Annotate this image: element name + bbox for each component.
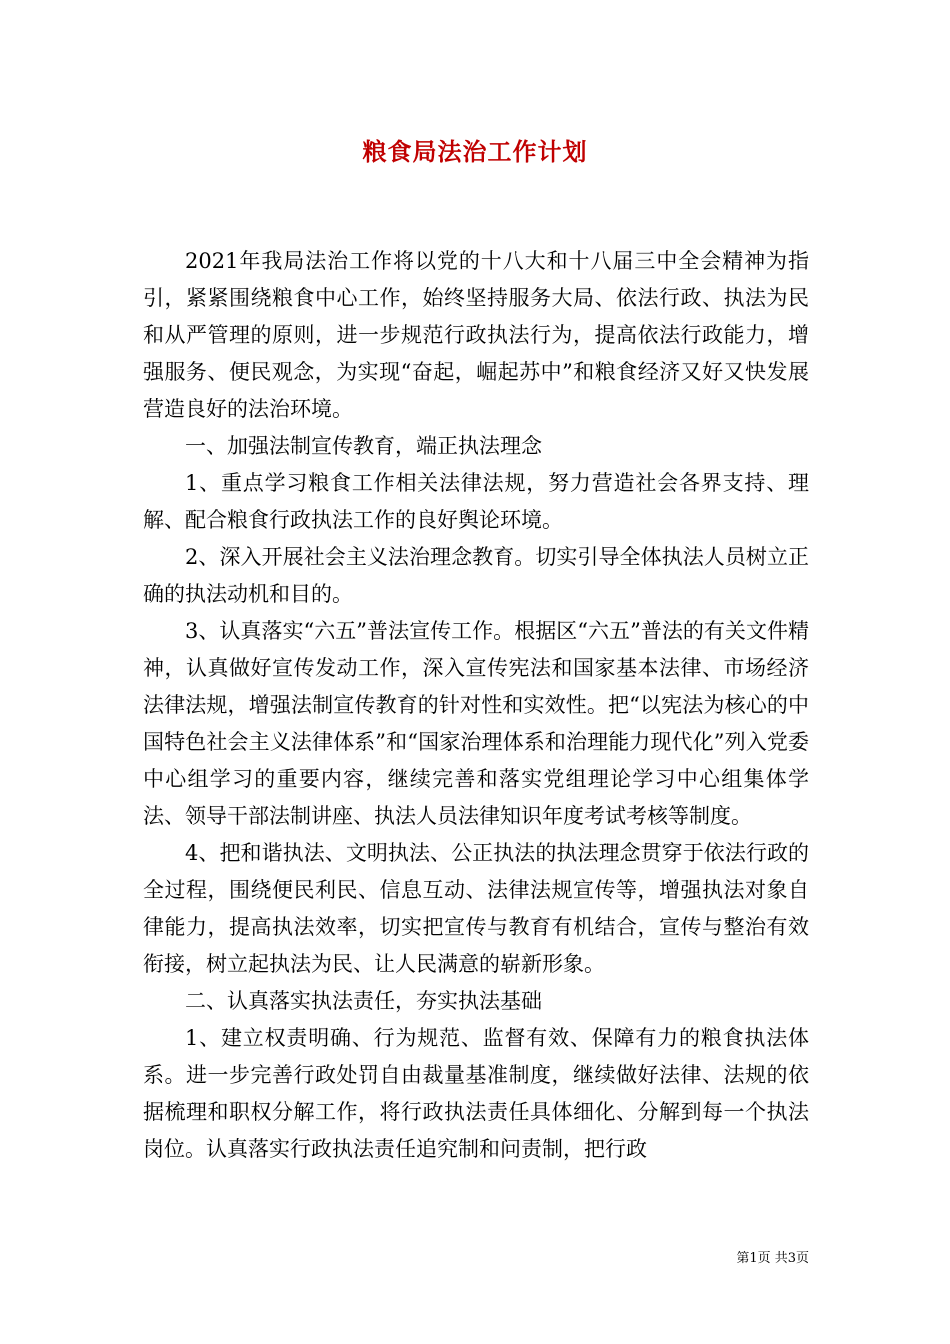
paragraph-1-4: 4、把和谐执法、文明执法、公正执法的执法理念贯穿于依法行政的全过程，围绕便民利民、信息互动、法律法规宣传等，增强执法对象自律能力，提高执法效率，切实把宣传与教育有机结合，宣传与整治有效衔接，树立起执法为民、让人民满意的崭新形象。 [143,841,809,976]
paragraph-intro: 2021年我局法治工作将以党的十八大和十八届三中全会精神为指引，紧紧围绕粮食中心工作，始终坚持服务大局、依法行政、执法为民和从严管理的原则，进一步规范行政执法行为，提高依法行政能力，增强服务、便民观念，为实现“奋起，崛起苏中”和粮食经济又好又快发展营造良好的法治环境。 [143,249,809,421]
paragraph-2-1: 1、建立权责明确、行为规范、监督有效、保障有力的粮食执法体系。进一步完善行政处罚自由裁量基准制度，继续做好法律、法规的依据梳理和职权分解工作，将行政执法责任具体细化、分解到每一个执法岗位。认真落实行政执法责任追究制和问责制，把行政 [143,1026,809,1161]
paragraph-1-3: 3、认真落实“六五”普法宣传工作。根据区“六五”普法的有关文件精神，认真做好宣传发动工作，深入宣传宪法和国家基本法律、市场经济法律法规，增强法制宣传教育的针对性和实效性。把“以宪法为核心的中国特色社会主义法律体系”和“国家治理体系和治理能力现代化”列入党委中心组学习的重要内容，继续完善和落实党组理论学习中心组集体学法、领导干部法制讲座、执法人员法律知识年度考试考核等制度。 [143,619,809,828]
document-title: 粮食局法治工作计划 [362,137,588,166]
page-number: 第1页 共3页 [736,1251,809,1266]
paragraph-1-2: 2、深入开展社会主义法治理念教育。切实引导全体执法人员树立正确的执法动机和目的。 [143,545,809,606]
paragraph-1-1: 1、重点学习粮食工作相关法律法规，努力营造社会各界支持、理解、配合粮食行政执法工作的良好舆论环境。 [143,471,809,532]
section-heading-2: 二、认真落实执法责任，夯实执法基础 [185,989,542,1013]
document-body [143,243,809,1168]
section-heading-1: 一、加强法制宣传教育，端正执法理念 [185,434,542,458]
